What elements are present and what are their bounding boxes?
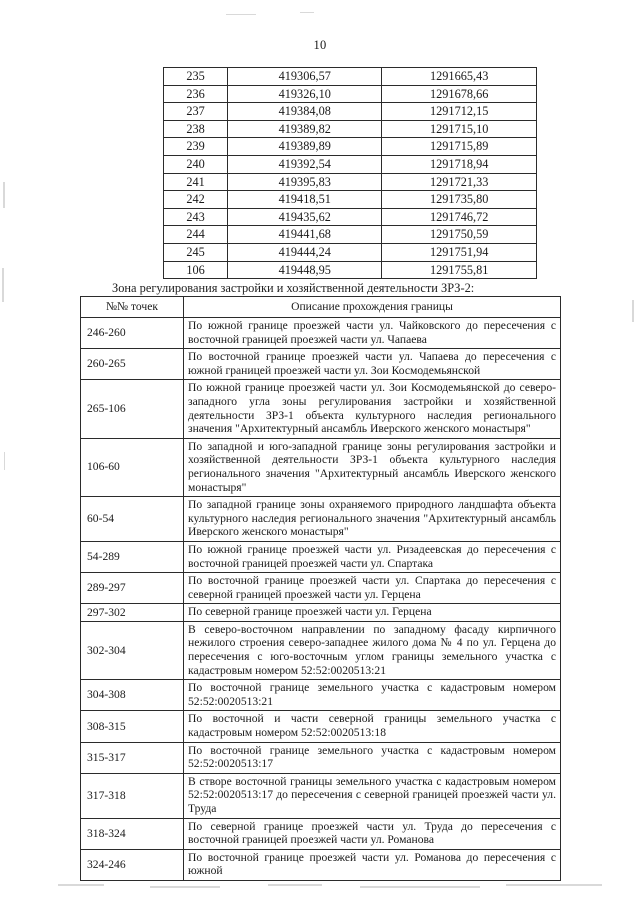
coordinate-cell-point: 235	[164, 68, 228, 86]
coordinate-cell-point: 236	[164, 85, 228, 103]
scan-artifact	[360, 886, 480, 888]
scan-artifact	[2, 268, 4, 302]
border-description-cell: По западной границе зоны охраняемого природного ландшафта объекта культурного наследия регионального значения "Архитектурный ансамбль Иверского женского монастыря"	[184, 497, 561, 542]
column-header-description: Описание прохождения границы	[184, 297, 561, 318]
coordinate-cell-point: 240	[164, 155, 228, 173]
coordinate-cell-x: 419418,51	[228, 191, 382, 209]
coordinate-cell-point: 241	[164, 173, 228, 191]
coordinate-cell-x: 419389,82	[228, 120, 382, 138]
scan-artifact	[268, 884, 322, 886]
table-header-row	[81, 297, 561, 318]
points-range-cell: 317-318	[81, 773, 184, 818]
page-number: 10	[313, 38, 327, 52]
border-description-cell: По восточной границе земельного участка с кадастровым номером 52:52:0020513:17	[184, 742, 561, 773]
table-row	[164, 120, 537, 138]
coordinate-cell-x: 419441,68	[228, 226, 382, 244]
coordinate-cell-point: 242	[164, 191, 228, 209]
coordinate-cell-point: 239	[164, 138, 228, 156]
coordinates-table-body	[164, 68, 537, 279]
points-range-cell: 246-260	[81, 318, 184, 349]
scan-artifact	[506, 884, 602, 886]
table-row	[81, 318, 561, 349]
border-description-cell: По восточной границе проезжей части ул. Спартака до пересечения с северной границей проезжей части ул. Герцена	[184, 573, 561, 604]
border-description-cell: В северо-восточном направлении по западному фасаду кирпичного нежилого строения северо-западнее жилого дома № 4 по ул. Герцена до пересечения с юго-восточным углом границы земельного участка с кадастровым номером 52:52:0020513:21	[184, 621, 561, 679]
points-range-cell: 297-302	[81, 604, 184, 622]
coordinate-cell-point: 106	[164, 261, 228, 279]
table-row	[81, 573, 561, 604]
points-range-cell: 60-54	[81, 497, 184, 542]
border-description-cell: По южной границе проезжей части ул. Ризадеевская до пересечения с восточной границей проезжей части ул. Спартака	[184, 541, 561, 572]
points-range-cell: 106-60	[81, 438, 184, 496]
scan-artifact	[632, 300, 634, 322]
table-row	[164, 173, 537, 191]
coordinate-cell-y: 1291715,10	[382, 120, 537, 138]
coordinate-cell-point: 245	[164, 243, 228, 261]
points-range-cell: 308-315	[81, 711, 184, 742]
scan-artifact	[150, 886, 220, 888]
coordinate-cell-x: 419435,62	[228, 208, 382, 226]
coordinate-cell-x: 419448,95	[228, 261, 382, 279]
table-row	[164, 191, 537, 209]
table-row	[164, 155, 537, 173]
coordinate-cell-x: 419444,24	[228, 243, 382, 261]
coordinate-cell-y: 1291712,15	[382, 103, 537, 121]
border-description-cell: По южной границе проезжей части ул. Зои Космодемьянской до северо-западного угла зоны регулирования застройки и хозяйственной деятельности ЗРЗ-1 объекта культурного наследия регионального значения "Архитектурный ансамбль Иверского женского монастыря"	[184, 380, 561, 438]
coordinate-cell-y: 1291751,94	[382, 243, 537, 261]
points-range-cell: 318-324	[81, 818, 184, 849]
scan-artifact	[58, 884, 104, 886]
border-description-cell: По западной и юго-западной границе зоны регулирования застройки и хозяйственной деятельности ЗРЗ-1 объекта культурного наследия регионального значения "Архитектурный ансамбль Иверского женского монастыря"	[184, 438, 561, 496]
table-row	[81, 773, 561, 818]
scan-artifact	[300, 12, 314, 13]
coordinate-cell-point: 238	[164, 120, 228, 138]
points-range-cell: 265-106	[81, 380, 184, 438]
border-description-cell: По восточной и части северной границы земельного участка с кадастровым номером 52:52:0020513:18	[184, 711, 561, 742]
border-description-cell: По северной границе проезжей части ул. Герцена	[184, 604, 561, 622]
table-row	[164, 103, 537, 121]
table-row	[164, 85, 537, 103]
table-row	[164, 243, 537, 261]
coordinate-cell-x: 419384,08	[228, 103, 382, 121]
coordinate-cell-x: 419306,57	[228, 68, 382, 86]
coordinate-cell-y: 1291746,72	[382, 208, 537, 226]
table-row	[81, 438, 561, 496]
scan-artifact	[226, 14, 256, 15]
coordinate-cell-x: 419395,83	[228, 173, 382, 191]
points-range-cell: 324-246	[81, 849, 184, 880]
coordinate-cell-y: 1291665,43	[382, 68, 537, 86]
coordinates-table	[163, 67, 537, 279]
coordinate-cell-x: 419392,54	[228, 155, 382, 173]
border-description-cell: По восточной границе земельного участка с кадастровым номером 52:52:0020513:21	[184, 680, 561, 711]
scan-artifact	[3, 182, 5, 208]
table-row	[81, 711, 561, 742]
table-row	[81, 680, 561, 711]
coordinate-cell-point: 244	[164, 226, 228, 244]
table-row	[81, 742, 561, 773]
coordinate-cell-y: 1291718,94	[382, 155, 537, 173]
border-description-cell: В створе восточной границы земельного участка с кадастровым номером 52:52:0020513:17 до пересечения с северной границей проезжей части ул. Труда	[184, 773, 561, 818]
border-description-cell: По северной границе проезжей части ул. Труда до пересечения с восточной границей проезжей части ул. Романова	[184, 818, 561, 849]
border-description-table	[80, 296, 561, 881]
table-row	[164, 226, 537, 244]
border-description-table-head	[81, 297, 561, 318]
coordinate-cell-y: 1291735,80	[382, 191, 537, 209]
coordinate-cell-y: 1291750,59	[382, 226, 537, 244]
column-header-points: №№ точек	[81, 297, 184, 318]
table-row	[81, 818, 561, 849]
coordinate-cell-point: 243	[164, 208, 228, 226]
border-description-cell: По восточной границе проезжей части ул. Романова до пересечения с южной	[184, 849, 561, 880]
table-row	[164, 261, 537, 279]
points-range-cell: 315-317	[81, 742, 184, 773]
table-row	[81, 849, 561, 880]
coordinate-cell-point: 237	[164, 103, 228, 121]
points-range-cell: 54-289	[81, 541, 184, 572]
coordinate-cell-y: 1291755,81	[382, 261, 537, 279]
table-row	[81, 349, 561, 380]
table-row	[81, 497, 561, 542]
table-row	[81, 541, 561, 572]
points-range-cell: 302-304	[81, 621, 184, 679]
table-row	[164, 208, 537, 226]
scan-artifact	[4, 452, 5, 470]
border-description-cell: По южной границе проезжей части ул. Чайковского до пересечения с восточной границей проезжей части ул. Чапаева	[184, 318, 561, 349]
coordinate-cell-x: 419326,10	[228, 85, 382, 103]
table-row	[164, 68, 537, 86]
coordinate-cell-y: 1291715,89	[382, 138, 537, 156]
coordinate-cell-y: 1291721,33	[382, 173, 537, 191]
table-row	[81, 621, 561, 679]
table-row	[81, 604, 561, 622]
points-range-cell: 289-297	[81, 573, 184, 604]
table-row	[164, 138, 537, 156]
border-description-table-body	[81, 318, 561, 881]
points-range-cell: 304-308	[81, 680, 184, 711]
coordinate-cell-x: 419389,89	[228, 138, 382, 156]
section-heading: Зона регулирования застройки и хозяйственной деятельности ЗРЗ-2:	[112, 281, 475, 295]
table-row	[81, 380, 561, 438]
border-description-cell: По восточной границе проезжей части ул. Чапаева до пересечения с южной границей проезжей части ул. Зои Космодемьянской	[184, 349, 561, 380]
points-range-cell: 260-265	[81, 349, 184, 380]
coordinate-cell-y: 1291678,66	[382, 85, 537, 103]
